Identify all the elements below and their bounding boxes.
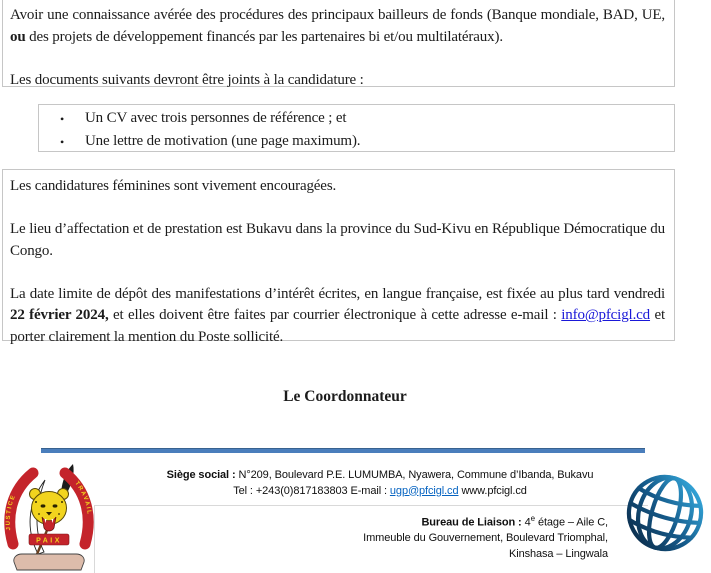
ribbon-right-text: TRAVAIL [73, 480, 92, 516]
info-email-link[interactable]: info@pfcigl.cd [561, 307, 651, 323]
deadline-text-1: La date limite de dépôt des manifestations d’intérêt écrites, en langue française, est fixée au plus tard vendredi [10, 285, 665, 302]
list-item [60, 131, 666, 154]
bullet-text-cv: Un CV avec trois personnes de référence ; et [85, 110, 347, 126]
siege-line-2 [110, 484, 650, 500]
bullet-icon: • [60, 134, 65, 149]
tel-text: Tel : +243(0)817183803 E-mail : [233, 484, 390, 497]
deadline-paragraph [10, 284, 665, 349]
blue-divider [41, 448, 645, 453]
globe-wireframe [621, 468, 709, 557]
candidatures-line: Les candidatures féminines sont vivement encouragées. [10, 178, 337, 194]
liaison-line-3: Kinshasa – Lingwala [508, 547, 608, 560]
liaison-floor: 4 [524, 516, 531, 529]
list-item [60, 108, 666, 131]
liaison-label: Bureau de Liaison : [421, 516, 525, 529]
world-bank-globe-logo [621, 463, 709, 567]
deadline-text-3: et porter clairement la mention du Poste sollicité. [10, 307, 665, 345]
coordinator-signature: Le Coordonnateur [283, 388, 407, 405]
bureau-liaison-block [94, 505, 648, 573]
bullet-text-lettre: Une lettre de motivation (une page maximum). [85, 132, 361, 149]
liaison-floor-sup: e [530, 514, 535, 523]
intro-paragraph [10, 5, 665, 48]
intro-text-1: Avoir une connaissance avérée des procédures des principaux bailleurs de fonds (Banque mondiale, BAD, UE, [10, 7, 665, 23]
ribbon-left-text: JUSTICE [5, 493, 18, 531]
ugp-email-link[interactable]: ugp@pfcigl.cd [389, 484, 459, 497]
details-section [2, 169, 675, 345]
left-ribbon [10, 473, 33, 544]
siege-address: N°209, Boulevard P.E. LUMUMBA, Nyawera, Commune d’Ibanda, Bukavu [235, 469, 594, 481]
liaison-line1-rest: étage – Aile C, [534, 516, 608, 529]
siege-label: Siège social : [166, 469, 236, 481]
deadline-text-2: et elles doivent être faites par courrier électronique à cette adresse e-mail : [108, 307, 562, 323]
drc-coat-of-arms-logo [2, 462, 96, 572]
intro-text-2: des projets de développement financés par les partenaires bi et/ou multilatéraux). [25, 28, 503, 45]
bullet-icon: • [60, 112, 65, 126]
deadline-date-bold: 22 février 2024, [10, 307, 109, 323]
siege-line-1 [110, 468, 650, 484]
page-footer [0, 460, 711, 573]
documents-line: Les documents suivants devront être joints à la candidature : [10, 71, 364, 88]
bullet-list-box [38, 104, 675, 152]
website-text: www.pfcigl.cd [458, 484, 527, 497]
liaison-line-2: Immeuble du Gouvernement, Boulevard Triomphal, [363, 532, 608, 545]
intro-bold-ou: ou [10, 28, 26, 45]
plinth-base [14, 554, 84, 570]
banner-paix-text: PAIX [36, 537, 62, 545]
siege-social-block [110, 468, 650, 499]
lieu-paragraph: Le lieu d’affectation et de prestation est Bukavu dans la province du Sud-Kivu en République Démocratique du Congo. [10, 221, 665, 259]
liaison-line-1 [95, 511, 608, 531]
intro-section [2, 0, 675, 87]
